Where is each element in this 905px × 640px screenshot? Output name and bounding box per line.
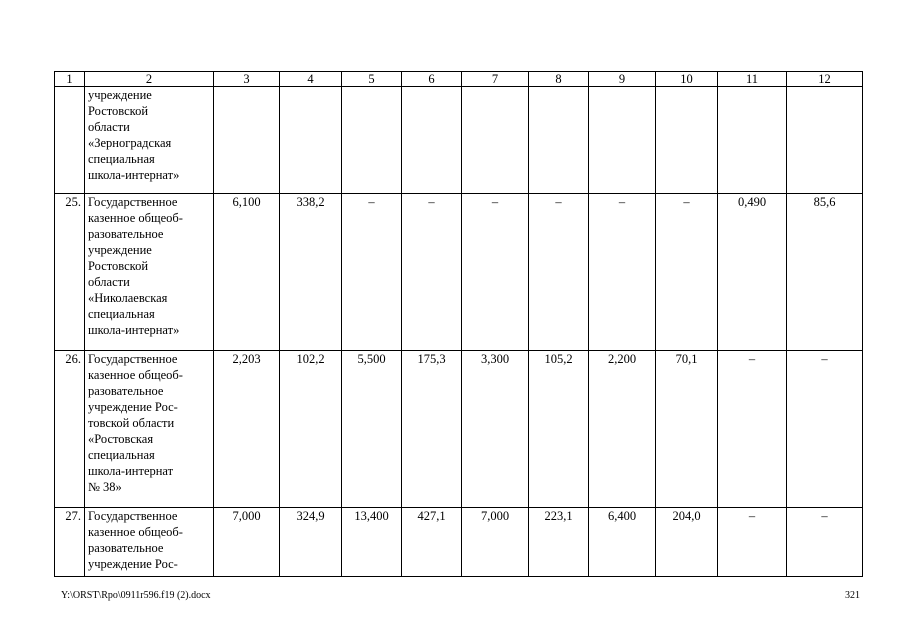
table-cell: [462, 87, 529, 194]
table-cell: [656, 87, 718, 194]
table-cell: –: [529, 194, 589, 351]
name-line: Ростовской: [88, 104, 149, 118]
name-line: казенное общеоб-: [88, 368, 183, 382]
row-number: 27.: [55, 508, 85, 573]
table-cell: 7,000: [214, 508, 280, 573]
table-cell: 7,000: [462, 508, 529, 573]
column-header: 7: [462, 72, 529, 87]
name-line: учреждение: [88, 88, 152, 102]
table-cell: –: [787, 508, 863, 573]
table-row: [55, 508, 863, 573]
table-cell: [529, 87, 589, 194]
name-line: специальная: [88, 307, 155, 321]
table-cell: 2,200: [589, 351, 656, 508]
table-header-row: [55, 72, 863, 87]
institution-name: [85, 194, 214, 351]
table-cell: 204,0: [656, 508, 718, 573]
column-header: 6: [402, 72, 462, 87]
column-header: 5: [342, 72, 402, 87]
table-cell: 0,490: [718, 194, 787, 351]
row-number: 26.: [55, 351, 85, 508]
column-header: 2: [85, 72, 214, 87]
table-cell: 427,1: [402, 508, 462, 573]
table-cell: –: [589, 194, 656, 351]
column-header: 11: [718, 72, 787, 87]
table-cell: [589, 87, 656, 194]
page-number: 321: [845, 590, 860, 601]
table-cell: 13,400: [342, 508, 402, 573]
name-line: Ростовской: [88, 259, 149, 273]
name-line: «Зерноградская: [88, 136, 172, 150]
table-cell: –: [718, 351, 787, 508]
table-continuation: [55, 572, 863, 576]
row-number: 25.: [55, 194, 85, 351]
table-cell: –: [656, 194, 718, 351]
file-path: Y:\ORST\Rpo\0911r596.f19 (2).docx: [61, 590, 211, 601]
table-cell: 6,100: [214, 194, 280, 351]
table-cell: 85,6: [787, 194, 863, 351]
institution-name: [85, 508, 214, 573]
column-header: 10: [656, 72, 718, 87]
table-row: [55, 87, 863, 194]
name-line: «Николаевская: [88, 291, 168, 305]
table-cell: [214, 87, 280, 194]
table-cell: [402, 87, 462, 194]
name-line: разовательное: [88, 541, 164, 555]
table-cell: 105,2: [529, 351, 589, 508]
institution-name: [85, 351, 214, 508]
table-cell: 324,9: [280, 508, 342, 573]
name-line: школа-интернат»: [88, 323, 180, 337]
table-cell: [787, 87, 863, 194]
column-header: 3: [214, 72, 280, 87]
table-cell: 223,1: [529, 508, 589, 573]
institution-name: [85, 87, 214, 194]
table-cell: 3,300: [462, 351, 529, 508]
table-cell: 338,2: [280, 194, 342, 351]
name-line: товской области: [88, 416, 175, 430]
table-cell: –: [342, 194, 402, 351]
data-table: [54, 71, 863, 577]
name-line: казенное общеоб-: [88, 211, 183, 225]
name-line: специальная: [88, 448, 155, 462]
name-line: учреждение Рос-: [88, 557, 178, 571]
table-cell: –: [718, 508, 787, 573]
table-row: [55, 351, 863, 508]
name-line: учреждение Рос-: [88, 400, 178, 414]
name-line: Государственное: [88, 509, 178, 523]
row-number: [55, 87, 85, 194]
table-cell: 2,203: [214, 351, 280, 508]
name-line: области: [88, 120, 130, 134]
table-cell: 6,400: [589, 508, 656, 573]
name-line: области: [88, 275, 130, 289]
name-line: учреждение: [88, 243, 152, 257]
name-line: школа-интернат: [88, 464, 174, 478]
table-cell: 5,500: [342, 351, 402, 508]
table-cell: [342, 87, 402, 194]
column-header: 1: [55, 72, 85, 87]
name-line: Государственное: [88, 352, 178, 366]
column-header: 4: [280, 72, 342, 87]
name-line: № 38»: [88, 480, 122, 494]
name-line: казенное общеоб-: [88, 525, 183, 539]
column-header: 9: [589, 72, 656, 87]
name-line: разовательное: [88, 227, 164, 241]
name-line: школа-интернат»: [88, 168, 180, 182]
name-line: «Ростовская: [88, 432, 154, 446]
name-line: специальная: [88, 152, 155, 166]
table-cell: [280, 87, 342, 194]
name-line: Государственное: [88, 195, 178, 209]
table-cell: 102,2: [280, 351, 342, 508]
table-cell: 70,1: [656, 351, 718, 508]
column-header: 8: [529, 72, 589, 87]
table-row: [55, 194, 863, 351]
table-cell: –: [462, 194, 529, 351]
table-cell: [718, 87, 787, 194]
table-cell: –: [402, 194, 462, 351]
column-header: 12: [787, 72, 863, 87]
table-cell: –: [787, 351, 863, 508]
table-cell: 175,3: [402, 351, 462, 508]
name-line: разовательное: [88, 384, 164, 398]
